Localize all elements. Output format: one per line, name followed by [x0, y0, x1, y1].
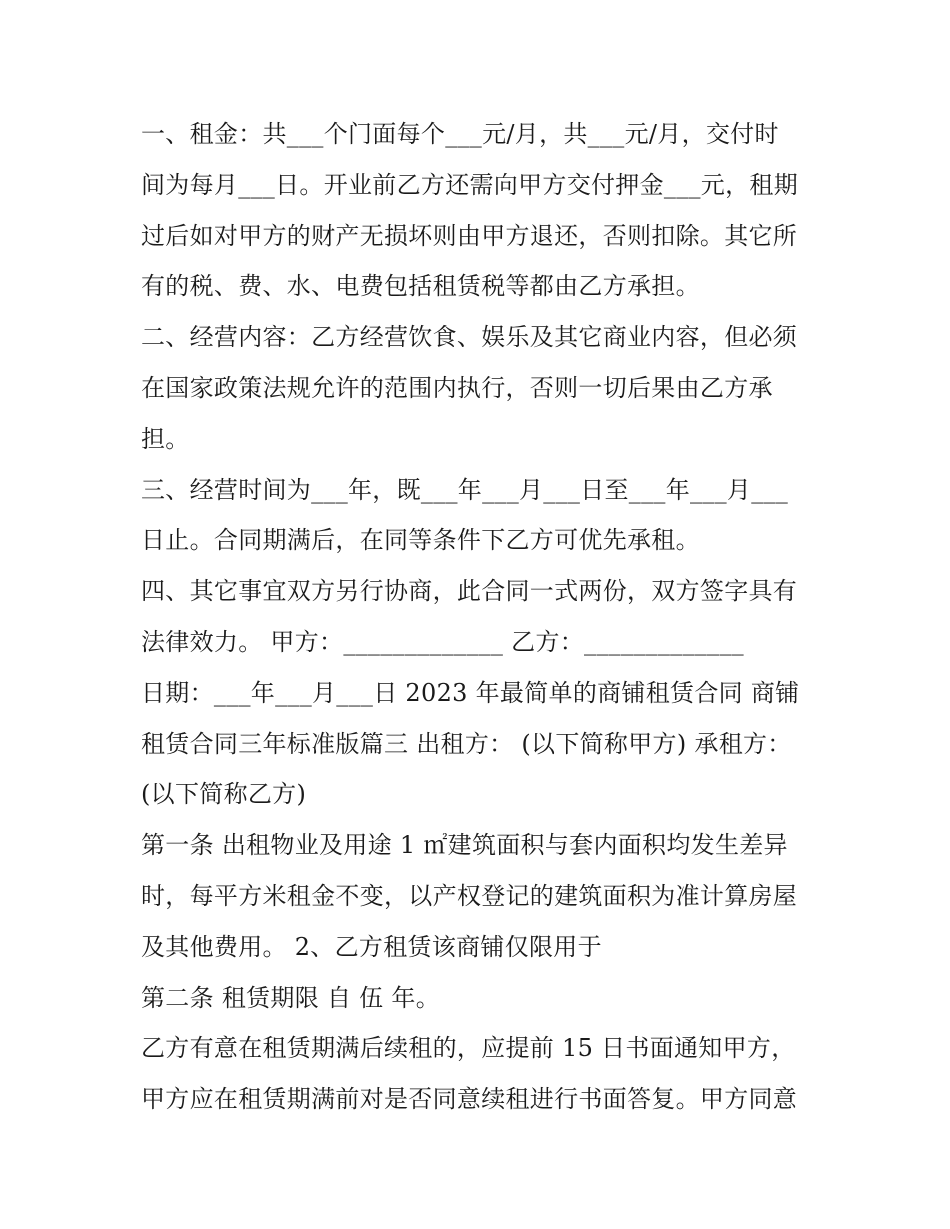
text-line: 间为每月___日。开业前乙方还需向甲方交付押金___元，租期: [141, 170, 798, 199]
text-line: 时，每平方米租金不变，以产权登记的建筑面积为准计算房屋: [141, 881, 798, 910]
text-line: 乙方有意在租赁期满后续租的，应提前 15 日书面通知甲方，: [141, 1034, 796, 1063]
text-line: 及其他费用。 2、乙方租赁该商铺仅限用于: [141, 932, 602, 961]
text-line: 担。: [141, 424, 190, 453]
text-line: (以下简称乙方): [141, 780, 307, 809]
text-line: 在国家政策法规允许的范围内执行，否则一切后果由乙方承: [141, 373, 773, 402]
text-line: 一、租金：共___个门面每个___元/月，共___元/月，交付时: [141, 120, 779, 148]
text-line: 日期：___年___月___日 2023 年最简单的商铺租赁合同 商铺: [141, 678, 800, 707]
text-line: 法律效力。 甲方：_____________ 乙方：_____________: [141, 627, 744, 656]
text-line: 四、其它事宜双方另行协商，此合同一式两份，双方签字具有: [141, 577, 798, 606]
text-line: 甲方应在租赁期满前对是否同意续租进行书面答复。甲方同意: [141, 1085, 798, 1114]
text-line: 过后如对甲方的财产无损坏则由甲方退还，否则扣除。其它所: [141, 221, 798, 250]
text-line: 第二条 租赁期限 自 伍 年。: [141, 983, 441, 1012]
document-body: [141, 109, 821, 1125]
text-line: 二、经营内容：乙方经营饮食、娱乐及其它商业内容，但必须: [141, 323, 798, 352]
text-line: 租赁合同三年标准版篇三 出租方： (以下简称甲方) 承租方：: [141, 729, 792, 758]
text-line: 有的税、费、水、电费包括租赁税等都由乙方承担。: [141, 272, 700, 301]
text-line: 三、经营时间为___年，既___年___月___日至___年___月___: [141, 475, 789, 504]
text-line: 日止。合同期满后，在同等条件下乙方可优先承租。: [141, 526, 700, 555]
text-line: 第一条 出租物业及用途 1 ㎡建筑面积与套内面积均发生差异: [141, 831, 788, 860]
